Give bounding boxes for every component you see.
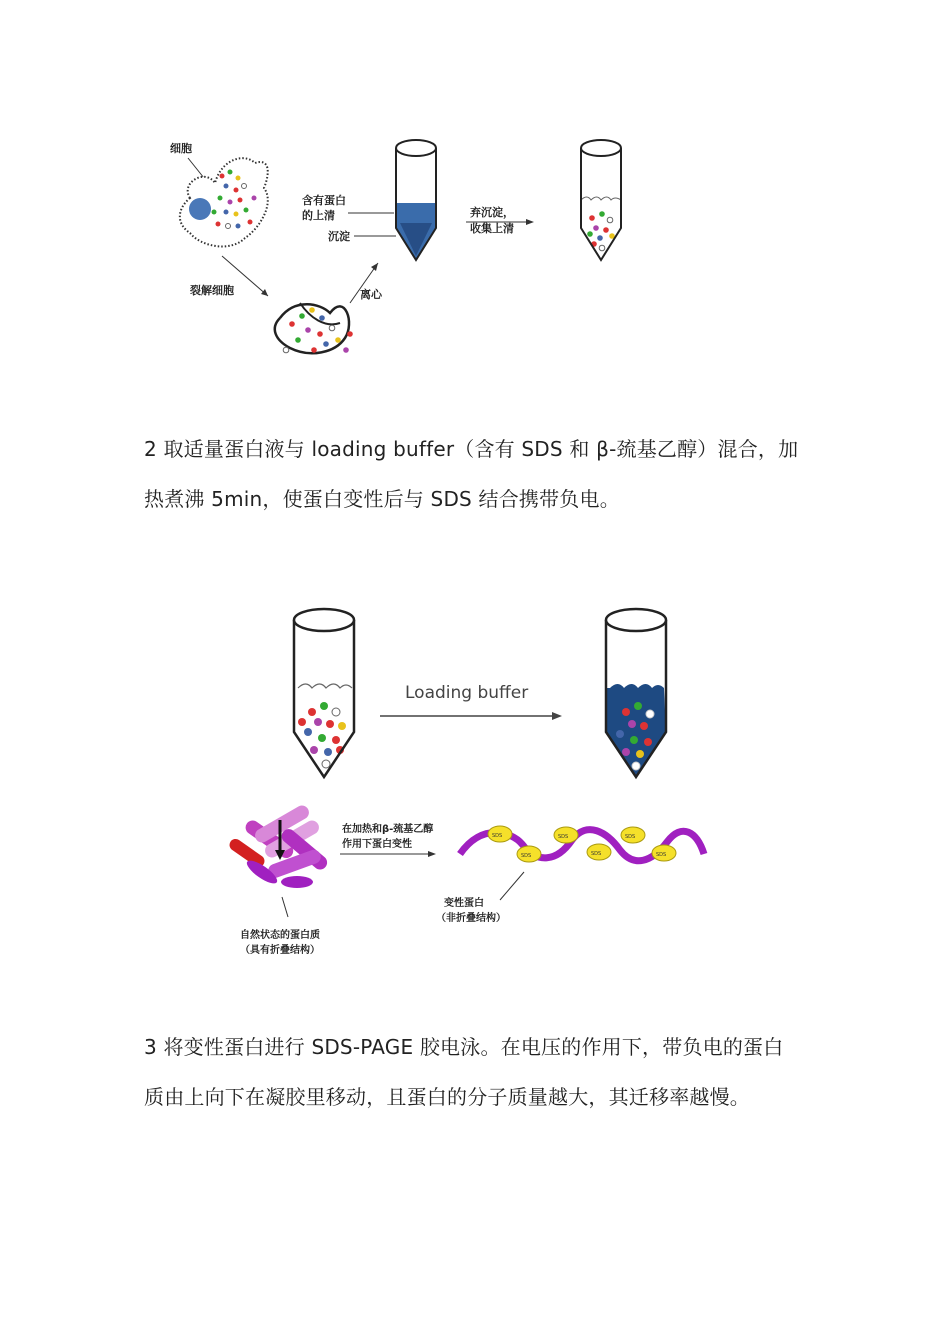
figure-denaturation [222, 592, 722, 967]
discard-label-1: 弃沉淀， [470, 206, 514, 219]
sds-tag: SDS [656, 852, 667, 858]
centrifuge-tube-1 [396, 140, 436, 260]
heat-label-2: 作用下蛋白变性 [342, 839, 412, 850]
sds-tag: SDS [558, 834, 569, 840]
native-protein-label-2: （具有折叠结构） [240, 945, 320, 956]
sds-tag: SDS [492, 833, 503, 839]
heat-label-1: 在加热和β-巯基乙醇 [342, 824, 434, 835]
paragraph-step-3-line-1: 3 将变性蛋白进行 SDS-PAGE 胶电泳。在电压的作用下，带负电的蛋白 [144, 1035, 784, 1059]
paragraph-step-2 [144, 424, 824, 524]
sds-tag: SDS [591, 851, 602, 857]
sds-tag: SDS [521, 853, 532, 859]
paragraph-step-2-line-2: 热煮沸 5min，使蛋白变性后与 SDS 结合携带负电。 [144, 487, 620, 511]
paragraph-step-2-line-1: 2 取适量蛋白液与 loading buffer（含有 SDS 和 β-巯基乙醇）混合，加 [144, 437, 799, 461]
cell-label: 细胞 [170, 142, 192, 155]
denatured-sample-tube [606, 609, 666, 777]
sds-tag: SDS [625, 834, 636, 840]
sample-tube [294, 609, 354, 777]
loading-buffer-label: Loading buffer [405, 683, 529, 703]
lysed-cell-debris [275, 303, 353, 353]
centrifuge-tube-2 [581, 140, 621, 260]
paragraph-step-3-line-2: 质由上向下在凝胶里移动，且蛋白的分子质量越大，其迁移率越慢。 [144, 1085, 750, 1109]
paragraph-step-3 [144, 1022, 824, 1122]
pellet-label: 沉淀 [328, 230, 350, 243]
centrifuge-label: 离心 [360, 288, 382, 301]
native-protein-label-1: 自然状态的蛋白质 [240, 930, 320, 941]
supernatant-label-1: 含有蛋白 [302, 194, 346, 207]
denatured-label-1: 变性蛋白 [444, 898, 484, 909]
cell-label-arrow [188, 158, 204, 178]
supernatant-label-2: 的上清 [302, 209, 335, 222]
lyse-label: 裂解细胞 [190, 284, 234, 297]
native-protein-pointer [282, 897, 288, 917]
denatured-label-2: （非折叠结构） [436, 913, 506, 924]
figure-cell-lysis [160, 128, 640, 373]
native-protein-illustration [227, 803, 330, 888]
denatured-protein-pointer [500, 872, 524, 900]
cell-nucleus [189, 198, 211, 220]
discard-label-2: 收集上清 [470, 222, 514, 235]
